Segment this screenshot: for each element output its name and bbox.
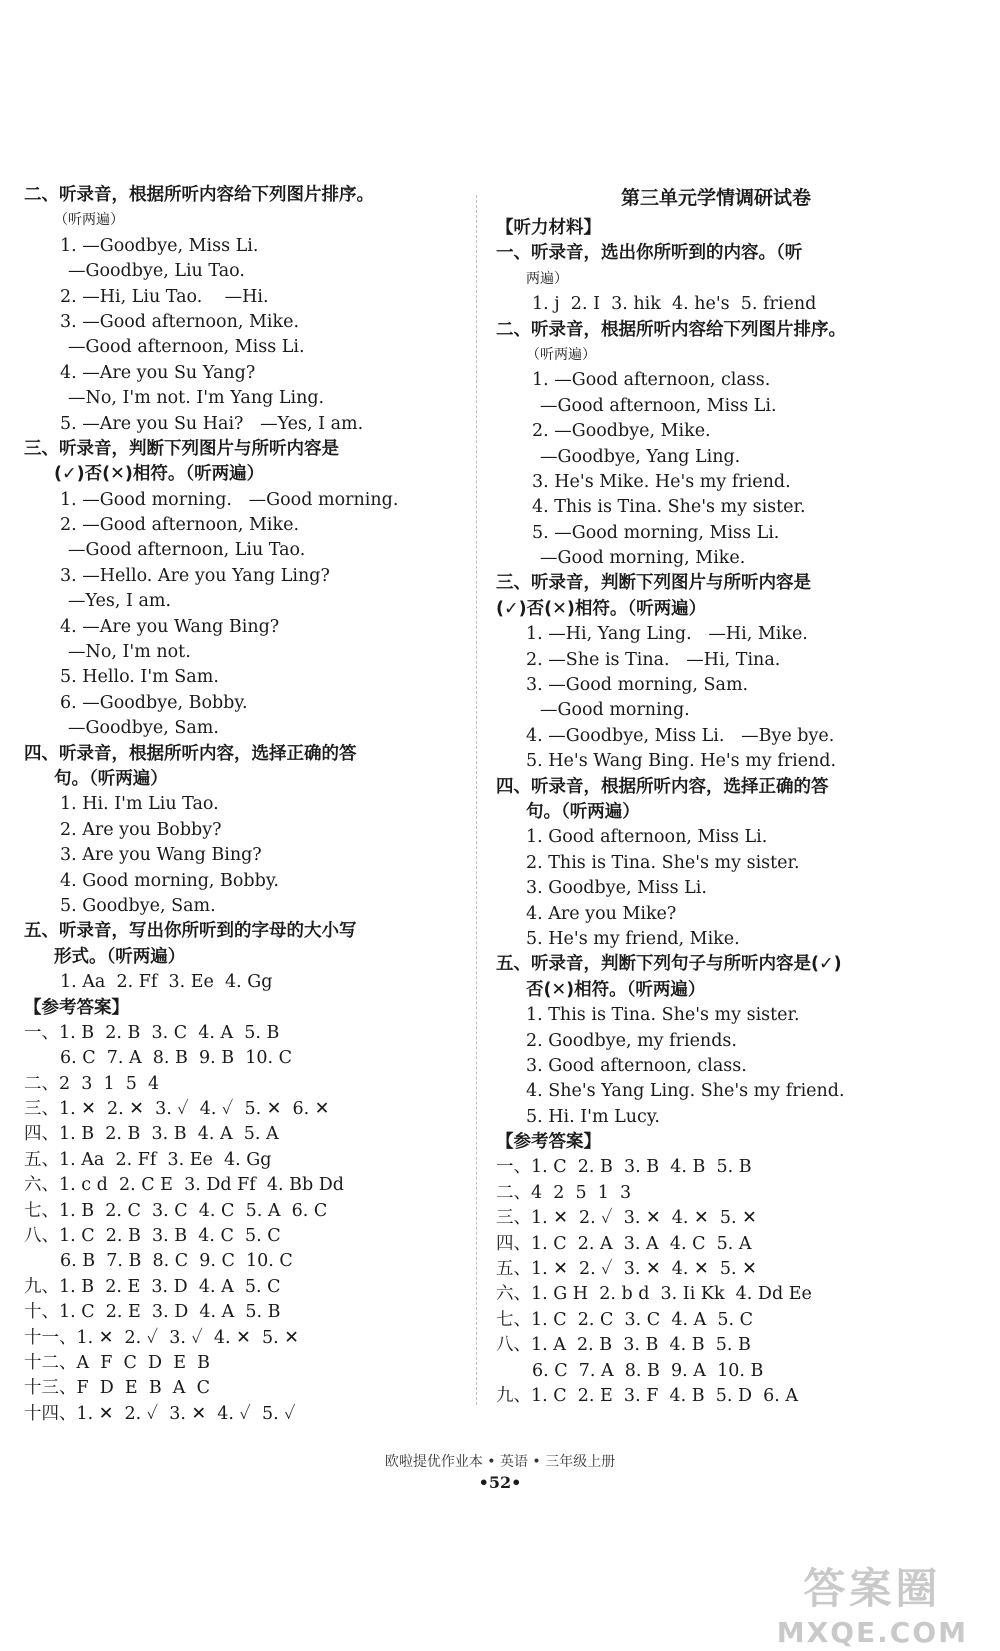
left-line: —Good afternoon, Liu Tao. — [68, 540, 306, 561]
right-line: 5. Hi. I'm Lucy. — [526, 1106, 660, 1127]
left-line: 6. C 7. A 8. B 9. B 10. C — [60, 1048, 293, 1069]
left-line: 十三、F D E B A C — [24, 1378, 210, 1399]
right-line: 1. —Hi, Yang Ling. —Hi, Mike. — [526, 624, 808, 645]
left-line: 1. —Goodbye, Miss Li. — [60, 235, 259, 256]
right-line: 四、1. C 2. A 3. A 4. C 5. A — [496, 1233, 752, 1254]
left-line: (✓)否(✕)相符。（听两遍） — [54, 464, 265, 485]
left-line: 二、听录音，根据所听内容给下列图片排序。 — [24, 185, 374, 205]
right-line: 一、听录音，选出你所听到的内容。（听 — [496, 243, 803, 264]
right-line: 4. Are you Mike? — [526, 903, 677, 924]
left-line: —Yes, I am. — [68, 591, 172, 612]
right-line: 【听力材料】 — [496, 218, 601, 238]
right-line: 5. He's my friend, Mike. — [526, 928, 740, 949]
left-line: 4. —Are you Wang Bing? — [60, 616, 280, 637]
right-line: 2. Goodbye, my friends. — [526, 1030, 737, 1051]
left-line: 4. —Are you Su Yang? — [60, 362, 256, 383]
left-line: 五、听录音，写出你所听到的字母的大小写 — [24, 921, 357, 942]
right-line: 5. He's Wang Bing. He's my friend. — [526, 751, 837, 772]
left-line: 【参考答案】 — [24, 997, 129, 1018]
right-line: 七、1. C 2. C 3. C 4. A 5. C — [496, 1309, 753, 1330]
left-line: —Good afternoon, Miss Li. — [68, 337, 305, 358]
column-divider — [476, 195, 477, 1405]
right-line: —Goodbye, Yang Ling. — [540, 446, 741, 467]
right-line: 2. This is Tina. She's my sister. — [526, 852, 800, 873]
left-line: 二、2 3 1 5 4 — [24, 1073, 160, 1094]
watermark-logo-text: 答案圈 — [803, 1564, 942, 1613]
left-line: 八、1. C 2. B 3. B 4. C 5. C — [24, 1226, 281, 1247]
right-line: 3. He's Mike. He's my friend. — [532, 471, 791, 492]
left-line: 4. Good morning, Bobby. — [60, 870, 279, 891]
left-line: 十、1. C 2. E 3. D 4. A 5. B — [24, 1302, 281, 1323]
left-line: （听两遍） — [54, 212, 124, 229]
left-line: —No, I'm not. — [68, 642, 191, 663]
right-line: 3. Good afternoon, class. — [526, 1055, 747, 1076]
left-line: 1. Aa 2. Ff 3. Ee 4. Gg — [60, 972, 273, 993]
left-line: —No, I'm not. I'm Yang Ling. — [68, 388, 325, 409]
left-line: 一、1. B 2. B 3. C 4. A 5. B — [24, 1022, 280, 1043]
right-line: —Good afternoon, Miss Li. — [540, 395, 777, 416]
right-line: 1. This is Tina. She's my sister. — [526, 1005, 800, 1026]
right-line: 二、4 2 5 1 3 — [496, 1182, 632, 1203]
page-number: •52• — [478, 1473, 522, 1492]
right-line: 1. Good afternoon, Miss Li. — [526, 827, 768, 848]
left-line: 2. —Hi, Liu Tao. —Hi. — [60, 286, 269, 307]
left-line: 2. Are you Bobby? — [60, 819, 222, 840]
left-line: 2. —Good afternoon, Mike. — [60, 515, 300, 536]
left-line: 5. —Are you Su Hai? —Yes, I am. — [60, 413, 364, 434]
left-line: 四、听录音，根据所听内容，选择正确的答 — [24, 743, 357, 764]
left-line: 十二、A F C D E B — [24, 1352, 210, 1373]
right-line: 3. —Good morning, Sam. — [526, 675, 749, 696]
right-line: —Good morning. — [540, 700, 690, 721]
left-line: 6. B 7. B 8. C 9. C 10. C — [60, 1251, 293, 1272]
right-line: 【参考答案】 — [496, 1132, 601, 1153]
right-line: 两遍） — [526, 270, 568, 287]
watermark — [777, 1556, 968, 1649]
right-line: 6. C 7. A 8. B 9. A 10. B — [532, 1360, 764, 1381]
right-line: 5. —Good morning, Miss Li. — [532, 522, 780, 543]
right-line: (✓)否(✕)相符。（听两遍） — [496, 598, 707, 619]
left-line: 七、1. B 2. C 3. C 4. C 5. A 6. C — [24, 1200, 328, 1221]
left-line: —Goodbye, Sam. — [68, 718, 219, 739]
right-line: 四、听录音，根据所听内容，选择正确的答 — [496, 776, 829, 797]
right-line: —Good morning, Mike. — [540, 548, 746, 569]
right-line: 二、听录音，根据所听内容给下列图片排序。 — [496, 319, 846, 340]
left-line: —Goodbye, Liu Tao. — [68, 261, 245, 282]
right-line: 八、1. A 2. B 3. B 4. B 5. B — [496, 1335, 751, 1356]
left-line: 3. —Good afternoon, Mike. — [60, 311, 300, 332]
right-line: 否(✕)相符。（听两遍） — [526, 979, 706, 1000]
left-line: 九、1. B 2. E 3. D 4. A 5. C — [24, 1276, 281, 1297]
left-line: 1. Hi. I'm Liu Tao. — [60, 794, 219, 815]
left-line: 3. Are you Wang Bing? — [60, 845, 262, 866]
right-line: 3. Goodbye, Miss Li. — [526, 878, 707, 899]
left-line: 1. —Good morning. —Good morning. — [60, 489, 399, 510]
left-line: 句。（听两遍） — [54, 768, 168, 789]
right-line: 句。（听两遍） — [526, 801, 640, 822]
right-lines — [496, 216, 936, 1409]
left-line: 三、1. ✕ 2. ✕ 3. ✓ 4. ✓ 5. ✕ 6. ✕ — [24, 1099, 330, 1120]
right-line: 1. —Good afternoon, class. — [532, 370, 771, 391]
left-line: 十一、1. ✕ 2. ✓ 3. ✓ 4. ✕ 5. ✕ — [24, 1327, 299, 1348]
watermark-url: MXQE.COM — [776, 1616, 968, 1649]
right-line: 4. This is Tina. She's my sister. — [532, 497, 806, 518]
right-line: 1. j 2. I 3. hik 4. he's 5. friend — [532, 294, 817, 315]
left-line: 5. Goodbye, Sam. — [60, 895, 216, 916]
right-line: 2. —She is Tina. —Hi, Tina. — [526, 649, 781, 670]
section-title: 第三单元学情调研试卷 — [620, 187, 811, 209]
left-line: 形式。（听两遍） — [54, 946, 186, 967]
right-line: 九、1. C 2. E 3. F 4. B 5. D 6. A — [496, 1385, 799, 1406]
right-column — [496, 183, 936, 1409]
footer-text: 欧啦提优作业本 • 英语 • 三年级上册 — [384, 1454, 616, 1470]
left-line: 3. —Hello. Are you Yang Ling? — [60, 565, 330, 586]
right-line: 五、听录音，判断下列句子与所听内容是(✓) — [496, 954, 842, 975]
left-line: 五、1. Aa 2. Ff 3. Ee 4. Gg — [24, 1149, 272, 1170]
left-line: 三、听录音，判断下列图片与所听内容是 — [24, 438, 339, 459]
left-line: 四、1. B 2. B 3. B 4. A 5. A — [24, 1124, 279, 1145]
right-line: 2. —Goodbye, Mike. — [532, 421, 711, 442]
left-column — [24, 183, 464, 1427]
right-line: 一、1. C 2. B 3. B 4. B 5. B — [496, 1157, 752, 1178]
left-line: 6. —Goodbye, Bobby. — [60, 692, 248, 713]
left-line: 十四、1. ✕ 2. ✓ 3. ✕ 4. ✓ 5. ✓ — [24, 1403, 296, 1424]
right-line: 三、1. ✕ 2. ✓ 3. ✕ 4. ✕ 5. ✕ — [496, 1208, 757, 1229]
left-line: 5. Hello. I'm Sam. — [60, 667, 219, 688]
right-line: 五、1. ✕ 2. ✓ 3. ✕ 4. ✕ 5. ✕ — [496, 1259, 757, 1280]
right-line: 4. —Goodbye, Miss Li. —Bye bye. — [526, 725, 835, 746]
right-line: （听两遍） — [526, 346, 596, 363]
right-line: 4. She's Yang Ling. She's my friend. — [526, 1081, 845, 1102]
left-line: 六、1. c d 2. C E 3. Dd Ff 4. Bb Dd — [24, 1175, 344, 1196]
right-line: 六、1. G H 2. b d 3. Ii Kk 4. Dd Ee — [496, 1284, 812, 1305]
right-line: 三、听录音，判断下列图片与所听内容是 — [496, 573, 811, 594]
